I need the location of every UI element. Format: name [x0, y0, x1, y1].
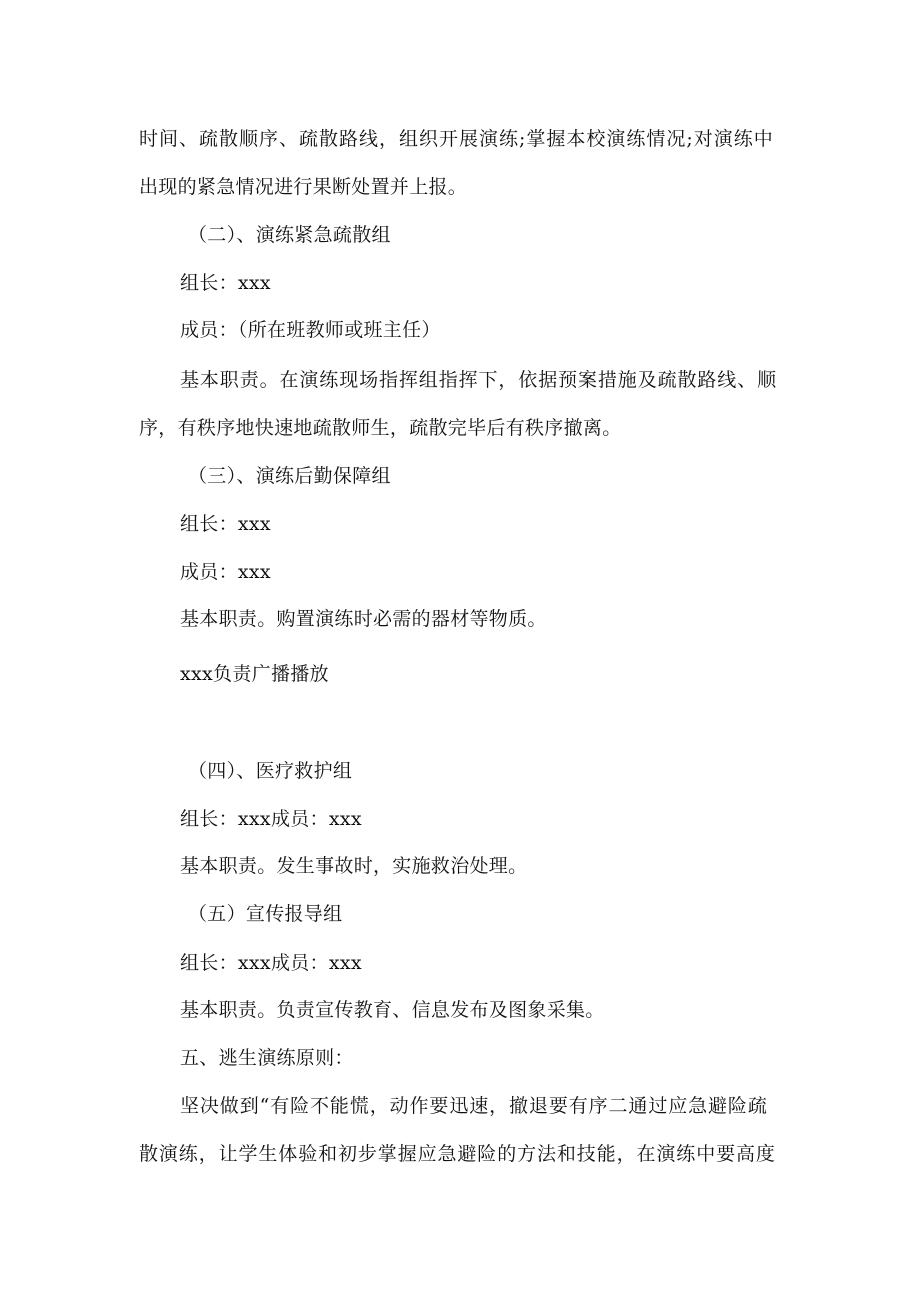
section-heading: 五、逃生演练原则：: [180, 1047, 354, 1069]
duty-line: 基本职责。负责宣传教育、信息发布及图象采集。: [180, 999, 605, 1021]
duty-line: 基本职责。在演练现场指挥组指挥下，依据预案措施及疏散路线、顺: [180, 369, 778, 391]
paragraph-line: 坚决做到“有险不能慌，动作要迅速，撤退要有序二通过应急避险疏: [180, 1095, 768, 1117]
paragraph-line: 出现的紧急情况进行果断处置并上报。: [139, 176, 468, 198]
duty-line: 序，有秩序地快速地疏散师生，疏散完毕后有秩序撤离。: [139, 417, 622, 439]
section-heading: （四）、医疗救护组: [188, 760, 353, 782]
group-leader-line: 组长：xxx成员：xxx: [180, 952, 362, 974]
paragraph-line: 散演练，让学生体验和初步掌握应急避险的方法和技能，在演练中要高度: [139, 1143, 776, 1165]
section-heading: （三）、演练后勤保障组: [188, 465, 391, 487]
group-members-line: 成员：xxx: [180, 561, 271, 583]
duty-line: 基本职责。发生事故时，实施救治处理。: [180, 855, 528, 877]
duty-line: 基本职责。购置演练时必需的器材等物质。: [180, 608, 547, 630]
section-heading: （二）、演练紧急疏散组: [188, 224, 391, 246]
section-heading: （五）宣传报导组: [188, 903, 343, 925]
broadcast-line: xxx负责广播播放: [180, 663, 329, 685]
group-members-line: 成员：（所在班教师或班主任）: [180, 319, 441, 341]
group-leader-line: 组长：xxx成员：xxx: [180, 808, 362, 830]
paragraph-line: 时间、疏散顺序、疏散路线，组织开展演练;掌握本校演练情况;对演练中: [139, 128, 774, 150]
group-leader-line: 组长：xxx: [180, 272, 271, 294]
group-leader-line: 组长：xxx: [180, 513, 271, 535]
